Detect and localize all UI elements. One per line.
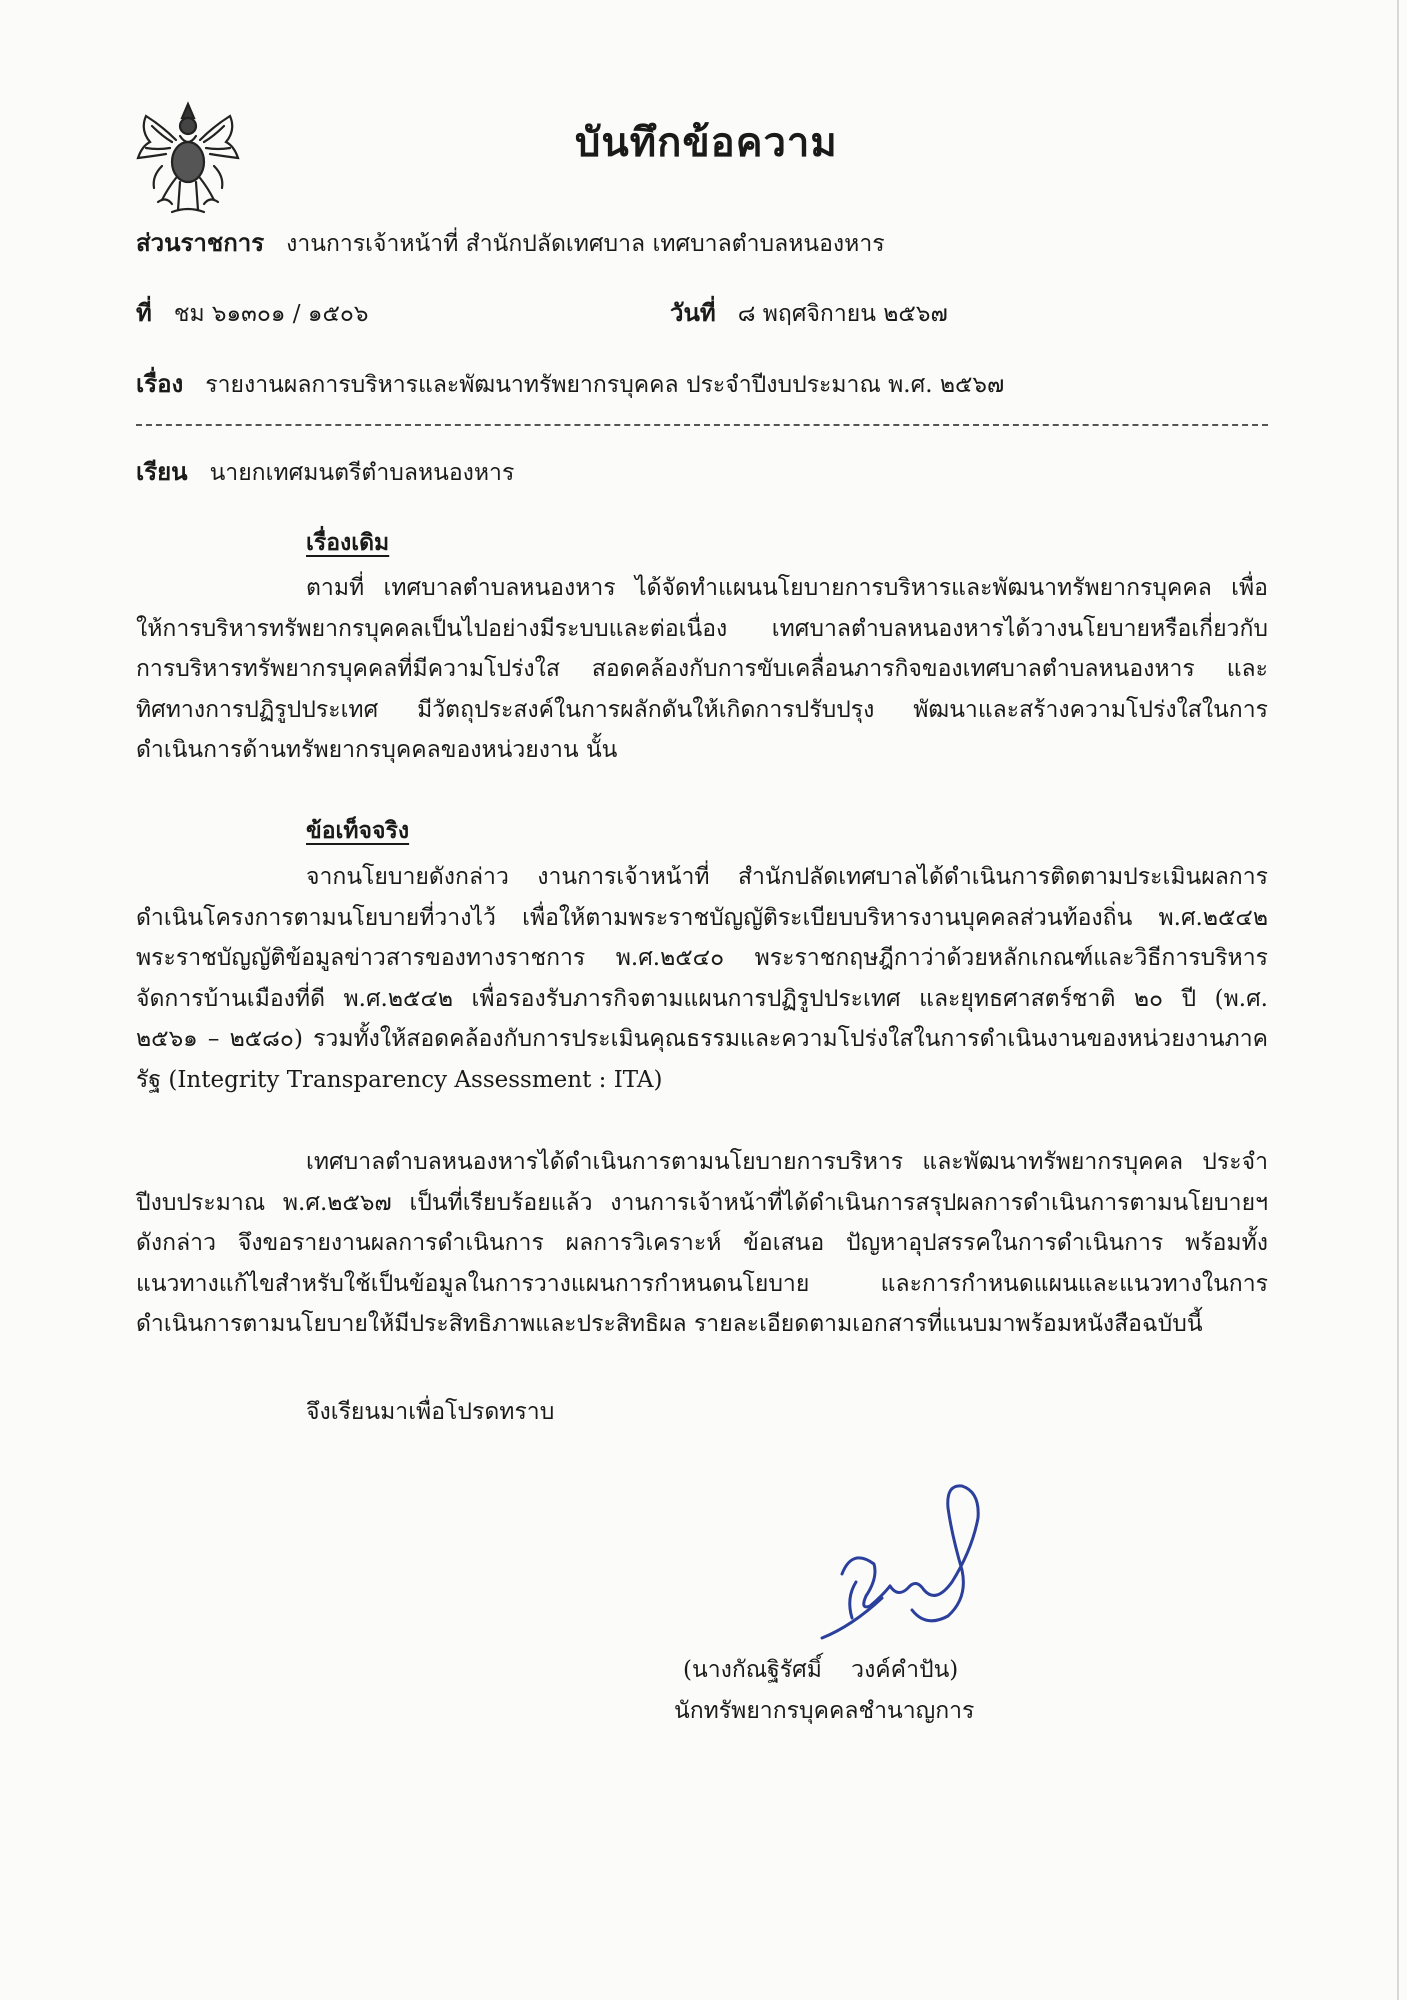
memo-title: บันทึกข้อความ — [575, 119, 838, 166]
header-divider — [136, 424, 1268, 426]
date-value: ๘ พฤศจิกายน ๒๕๖๗ — [737, 301, 948, 327]
handwritten-signature — [812, 1478, 1022, 1648]
background-paragraph: ตามที่ เทศบาลตำบลหนองหาร ได้จัดทำแผนนโยบายการบริหารและพัฒนาทรัพยากรบุคคล เพื่อให้การบริหารทรัพยากรบุคคลเป็นไปอย่างมีระบบและต่อเนื่อง เทศบาลตำบลหนองหารได้วางนโยบายหรือเกี่ยวกับการบริหารทรัพยากรบุคคลที่มีความโปร่งใส สอดคล้องกับการขับเคลื่อนภารกิจของเทศบาลตำบลหนองหาร และทิศทางการปฏิรูปประเทศ มีวัตถุประสงค์ในการผลักดันให้เกิดการปรับปรุง พัฒนาและสร้างความโปร่งใสในการดำเนินการด้านทรัพยากรบุคคลของหน่วยงาน นั้น — [136, 575, 1268, 763]
background-heading: เรื่องเดิม — [306, 529, 390, 556]
agency-value: งานการเจ้าหน้าที่ สำนักปลัดเทศบาล เทศบาลตำบลหนองหาร — [286, 231, 885, 257]
number-value: ชม ๖๑๓๐๑ / ๑๕๐๖ — [173, 301, 369, 327]
date-row — [670, 293, 948, 332]
garuda-emblem-icon — [132, 96, 244, 218]
subject-label: เรื่อง — [136, 369, 184, 398]
agency-label: ส่วนราชการ — [136, 228, 265, 257]
to-label: เรียน — [136, 457, 188, 486]
date-label: วันที่ — [670, 298, 716, 327]
result-paragraph: เทศบาลตำบลหนองหารได้ดำเนินการตามนโยบายการบริหาร และพัฒนาทรัพยากรบุคคล ประจำปีงบประมาณ พ.ศ.๒๕๖๗ เป็นที่เรียบร้อยแล้ว งานการเจ้าหน้าที่ได้ดำเนินการสรุปผลการดำเนินการตามนโยบายฯ ดังกล่าว จึงขอรายงานผลการดำเนินการ ผลการวิเคราะห์ ข้อเสนอ ปัญหาอุปสรรคในการดำเนินการ พร้อมทั้งแนวทางแก้ไขสำหรับใช้เป็นข้อมูลในการวางแผนการกำหนดนโยบาย และการกำหนดแผนและแนวทางในการดำเนินการตามนโยบายให้มีประสิทธิภาพและประสิทธิผล รายละเอียดตามเอกสารที่แนบมาพร้อมหนังสือฉบับนี้ — [136, 1149, 1268, 1337]
subject-row — [136, 364, 1004, 403]
to-row — [136, 452, 514, 491]
signatory-name: (นางกัณฐิรัศมิ์ วงค์คำปัน) — [683, 1657, 959, 1683]
number-label: ที่ — [136, 298, 152, 327]
signatory-position: นักทรัพยากรบุคคลชำนาญการ — [674, 1698, 975, 1724]
facts-heading: ข้อเท็จจริง — [306, 817, 410, 844]
closing-line: จึงเรียนมาเพื่อโปรดทราบ — [306, 1399, 555, 1425]
number-row — [136, 293, 369, 332]
to-value: นายกเทศมนตรีตำบลหนองหาร — [209, 460, 515, 486]
subject-value: รายงานผลการบริหารและพัฒนาทรัพยากรบุคคล ประจำปีงบประมาณ พ.ศ. ๒๕๖๗ — [205, 372, 1005, 398]
scan-edge — [1397, 0, 1399, 2000]
facts-paragraph: จากนโยบายดังกล่าว งานการเจ้าหน้าที่ สำนักปลัดเทศบาลได้ดำเนินการติดตามประเมินผลการดำเนินโครงการตามนโยบายที่วางไว้ เพื่อให้ตามพระราชบัญญัติระเบียบบริหารงานบุคคลส่วนท้องถิ่น พ.ศ.๒๕๔๒ พระราชบัญญัติข้อมูลข่าวสารของทางราชการ พ.ศ.๒๕๔๐ พระราชกฤษฎีกาว่าด้วยหลักเกณฑ์และวิธีการบริหารจัดการบ้านเมืองที่ดี พ.ศ.๒๕๔๒ เพื่อรองรับภารกิจตามแผนการปฏิรูปประเทศ และยุทธศาสตร์ชาติ ๒๐ ปี (พ.ศ. ๒๕๖๑ – ๒๕๘๐) รวมทั้งให้สอดคล้องกับการประเมินคุณธรรมและความโปร่งใสในการดำเนินงานของหน่วยงานภาครัฐ (Integrity Transparency Assessment : ITA) — [136, 864, 1268, 1093]
agency-row — [136, 223, 885, 262]
